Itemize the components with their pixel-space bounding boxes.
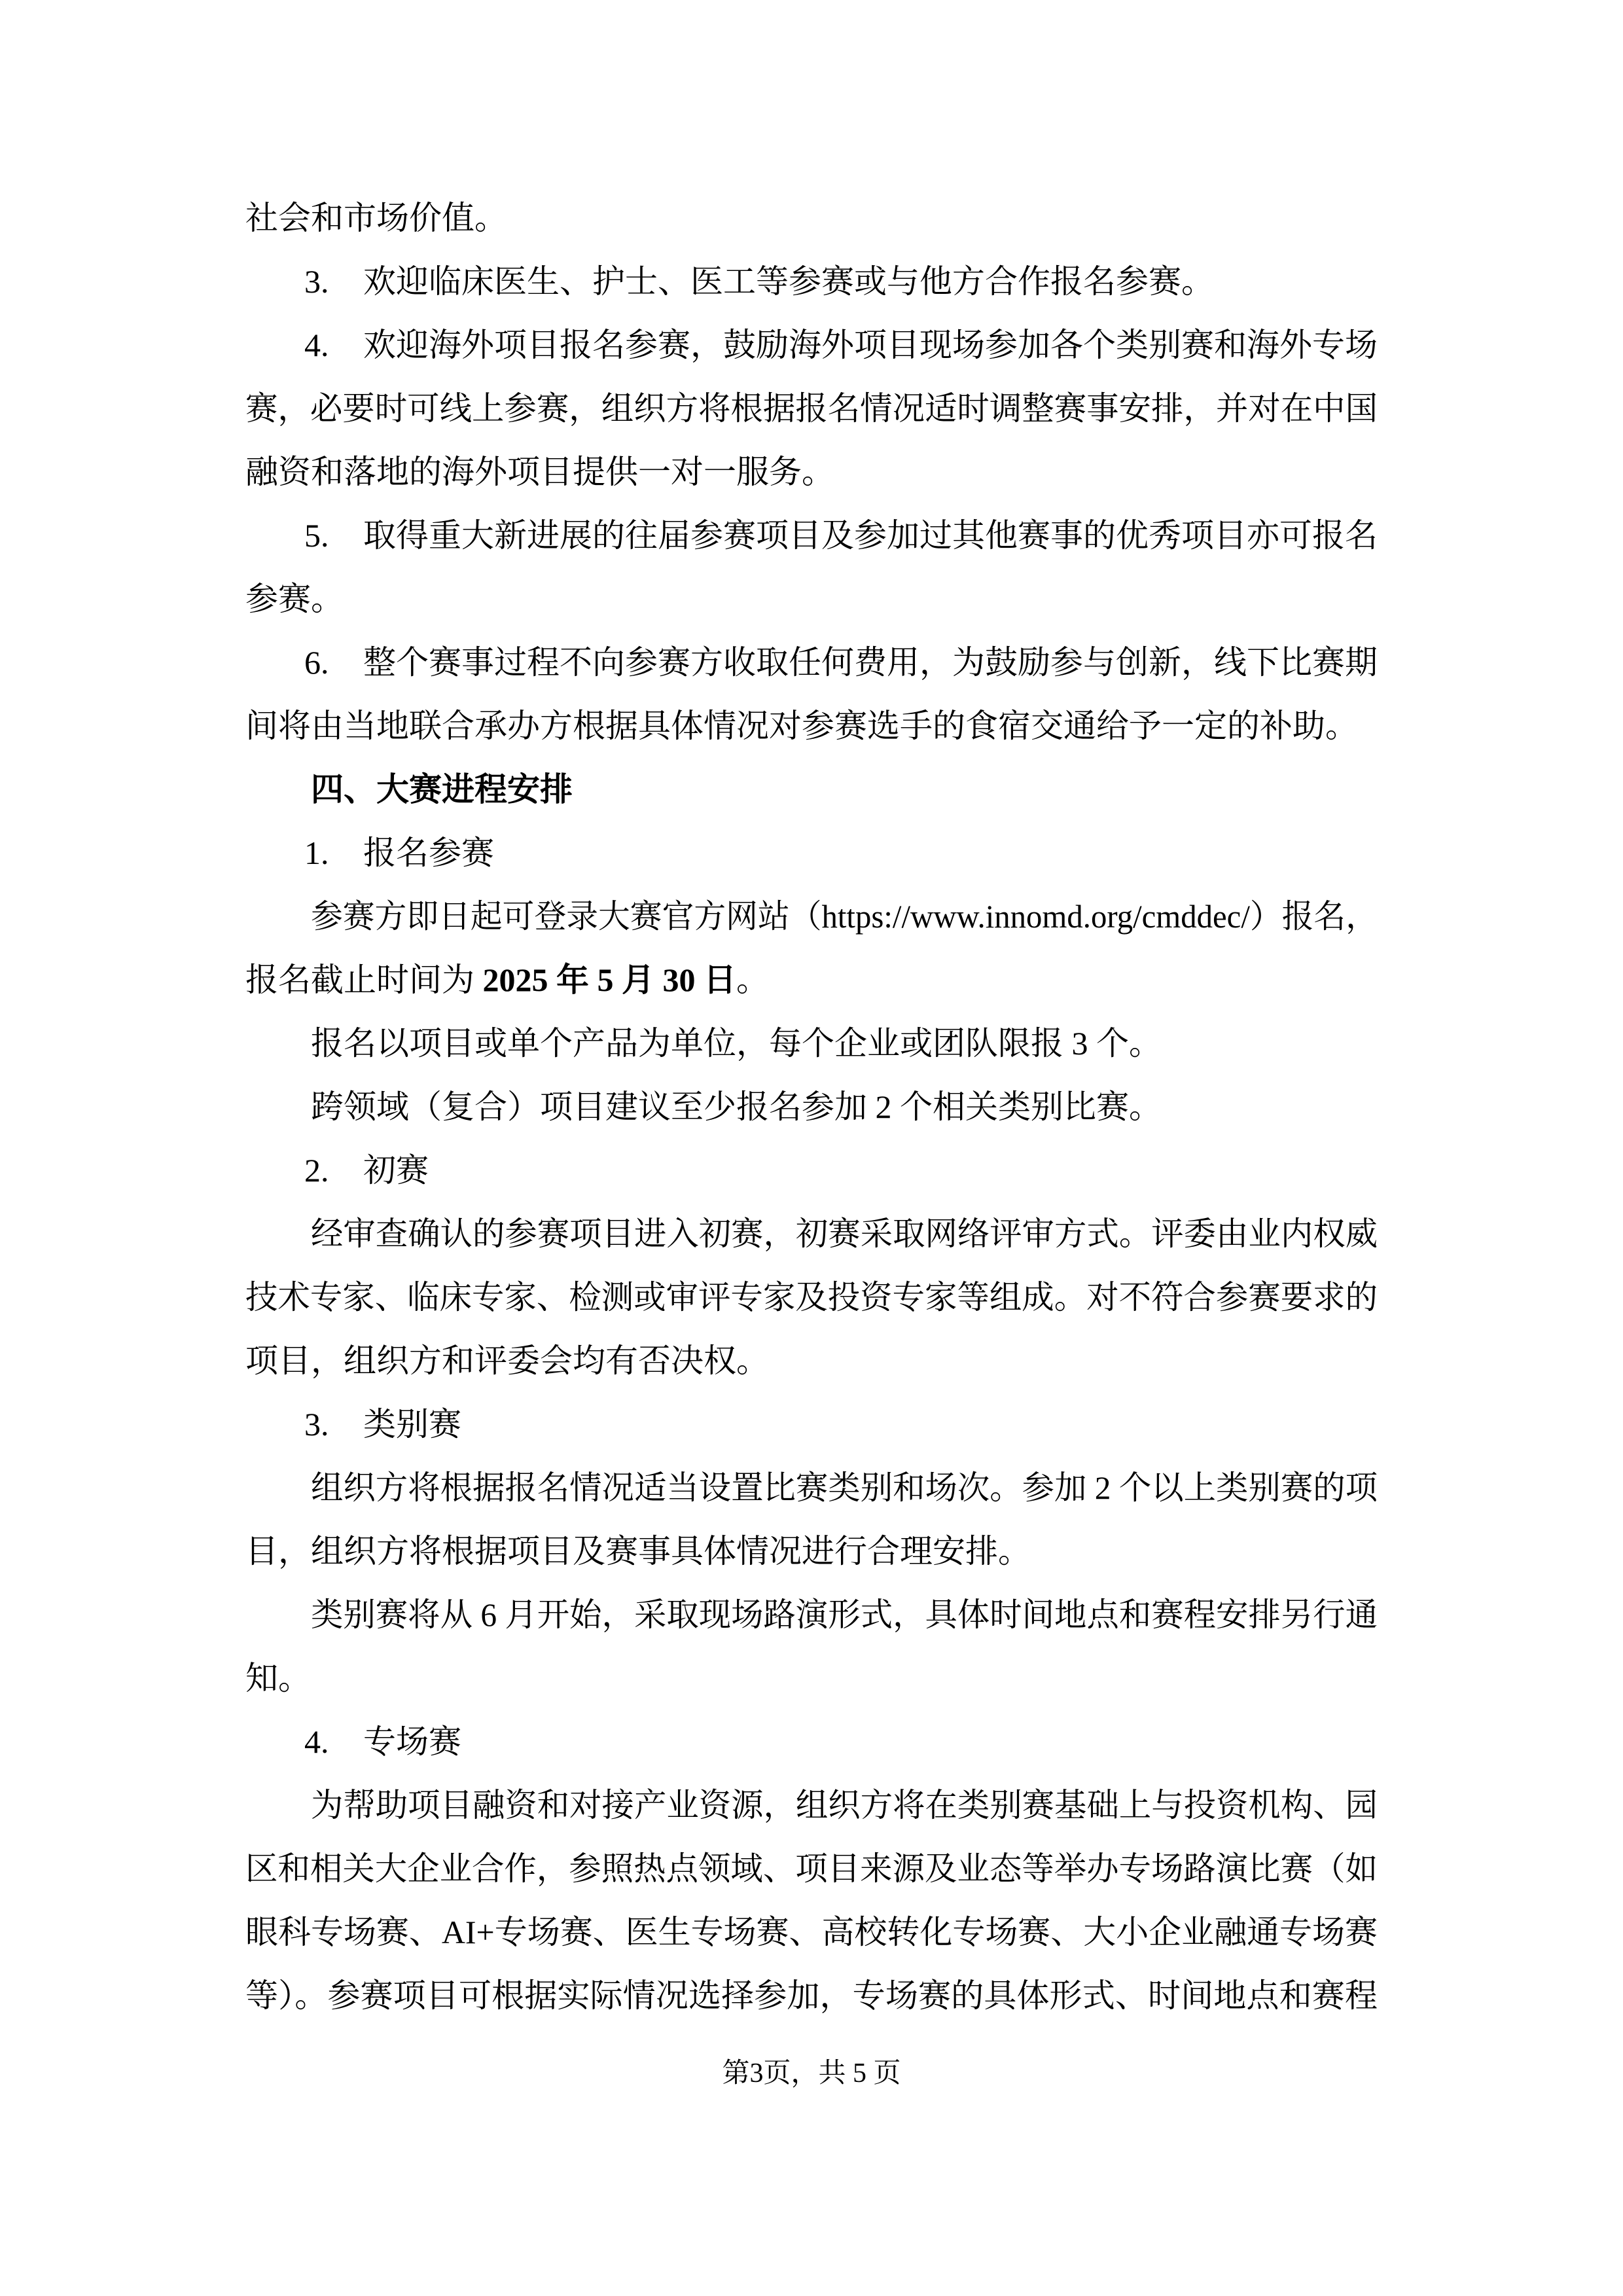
text-line [245,567,1378,631]
list-number: 3. [304,1406,329,1443]
line-text [311,1202,1378,1266]
text-line [245,885,1378,948]
text-line [245,1837,1378,1901]
list-item-6 [245,631,1378,694]
text-segment: 组织方将根据报名情况适当设置比赛类别和场次。参加 2 个以上类别赛的项 [311,1469,1378,1506]
list-number: 2. [304,1152,329,1189]
text-line [245,948,1378,1012]
line-text [245,567,344,631]
line-text [311,885,1378,948]
line-text [245,1837,1378,1901]
text-segment: 专场赛 [363,1723,461,1760]
text-segment: 跨领域（复合）项目建议至少报名参加 2 个相关类别比赛。 [311,1088,1162,1125]
list-number: 4. [304,327,329,363]
text-segment: 等）。参赛项目可根据实际情况选择参加，专场赛的具体形式、时间地点和赛程 [245,1977,1378,2014]
line-text [245,1520,1031,1583]
line-text [245,377,1378,440]
page-number-text: 第3页，共 5 页 [722,2058,901,2089]
text-line [245,1456,1378,1520]
text-segment: 报名截止时间为 [245,961,474,998]
document-body [245,187,1378,2028]
text-segment: 初赛 [363,1152,429,1189]
line-text [363,250,1214,314]
text-line [245,440,1378,504]
line-text [311,1456,1378,1520]
text-line [245,1202,1378,1266]
text-segment: 欢迎临床医生、护士、医工等参赛或与他方合作报名参赛。 [363,263,1214,300]
list-number: 3. [304,263,329,300]
sub-item-1 [245,821,1378,885]
sub-item-2 [245,1139,1378,1202]
text-segment: 参赛方即日起可登录大赛官方网站（https://www.innomd.org/cmddec/）报名， [311,898,1378,935]
text-line [245,1012,1378,1075]
line-text [245,948,769,1012]
text-line [245,694,1378,758]
text-line [245,1774,1378,1837]
text-segment: 经审查确认的参赛项目进入初赛，初赛采取网络评审方式。评委由业内权威 [311,1215,1378,1252]
line-text [245,1647,311,1710]
sub-item-3 [245,1393,1378,1456]
line-text [363,631,1378,694]
line-text [245,1964,1378,2028]
text-segment: 间将由当地联合承办方根据具体情况对参赛选手的食宿交通给予一定的补助。 [245,708,1358,744]
line-text [363,1393,461,1456]
line-text [245,1329,769,1393]
list-number: 5. [304,517,329,554]
line-text [245,187,507,250]
line-text [311,1774,1378,1837]
text-segment: 整个赛事过程不向参赛方收取任何费用，为鼓励参与创新，线下比赛期 [363,644,1378,681]
text-line [245,377,1378,440]
line-text [363,1139,429,1202]
text-line [245,1964,1378,2028]
text-segment: 为帮助项目融资和对接产业资源，组织方将在类别赛基础上与投资机构、园 [311,1787,1378,1823]
list-item-5 [245,504,1378,567]
list-number: 1. [304,834,329,871]
list-item-3 [245,250,1378,314]
text-segment: 社会和市场价值。 [245,200,507,236]
text-segment: 报名以项目或单个产品为单位，每个企业或团队限报 3 个。 [311,1025,1162,1062]
text-line [245,1647,1378,1710]
line-text [311,1075,1162,1139]
continuation-line [245,187,1378,250]
section-heading [245,758,1378,821]
text-segment: 四、大赛进程安排 [311,771,573,808]
text-segment: 参赛。 [245,581,344,617]
text-line [245,1266,1378,1329]
text-segment: 类别赛 [363,1406,461,1443]
line-text [311,1012,1162,1075]
sub-item-4 [245,1710,1378,1774]
text-segment: 技术专家、临床专家、检测或审评专家及投资专家等组成。对不符合参赛要求的 [245,1279,1378,1316]
line-text [363,1710,461,1774]
text-segment: 区和相关大企业合作，参照热点领域、项目来源及业态等举办专场路演比赛（如 [245,1850,1378,1887]
text-segment: 项目，组织方和评委会均有否决权。 [245,1342,769,1379]
text-segment: 取得重大新进展的往届参赛项目及参加过其他赛事的优秀项目亦可报名 [363,517,1378,554]
text-segment: 赛，必要时可线上参赛，组织方将根据报名情况适时调整赛事安排，并对在中国 [245,390,1378,427]
text-segment: 报名参赛 [363,834,494,871]
text-line [245,1901,1378,1964]
text-line [245,1329,1378,1393]
bold-text-segment: 2025 年 5 月 30 日 [474,961,736,998]
text-segment: 类别赛将从 6 月开始，采取现场路演形式，具体时间地点和赛程安排另行通 [311,1596,1378,1633]
line-text [245,1266,1378,1329]
text-line [245,1520,1378,1583]
text-segment: 目，组织方将根据项目及赛事具体情况进行合理安排。 [245,1533,1031,1570]
text-segment: 欢迎海外项目报名参赛，鼓励海外项目现场参加各个类别赛和海外专场 [363,327,1378,363]
list-number: 6. [304,644,329,681]
line-text [245,694,1358,758]
line-text [363,314,1378,377]
line-text [311,1583,1378,1647]
line-text [363,504,1378,567]
text-segment: 眼科专场赛、AI+专场赛、医生专场赛、高校转化专场赛、大小企业融通专场赛 [245,1914,1378,1950]
list-number: 4. [304,1723,329,1760]
text-line [245,1583,1378,1647]
line-text [363,821,494,885]
line-text [245,1901,1378,1964]
text-line [245,1075,1378,1139]
page-footer [0,2054,1623,2093]
text-segment: 融资和落地的海外项目提供一对一服务。 [245,454,834,490]
list-item-4 [245,314,1378,377]
line-text [245,440,834,504]
line-text [311,758,573,821]
text-segment: 。 [736,961,769,998]
text-segment: 知。 [245,1660,311,1696]
